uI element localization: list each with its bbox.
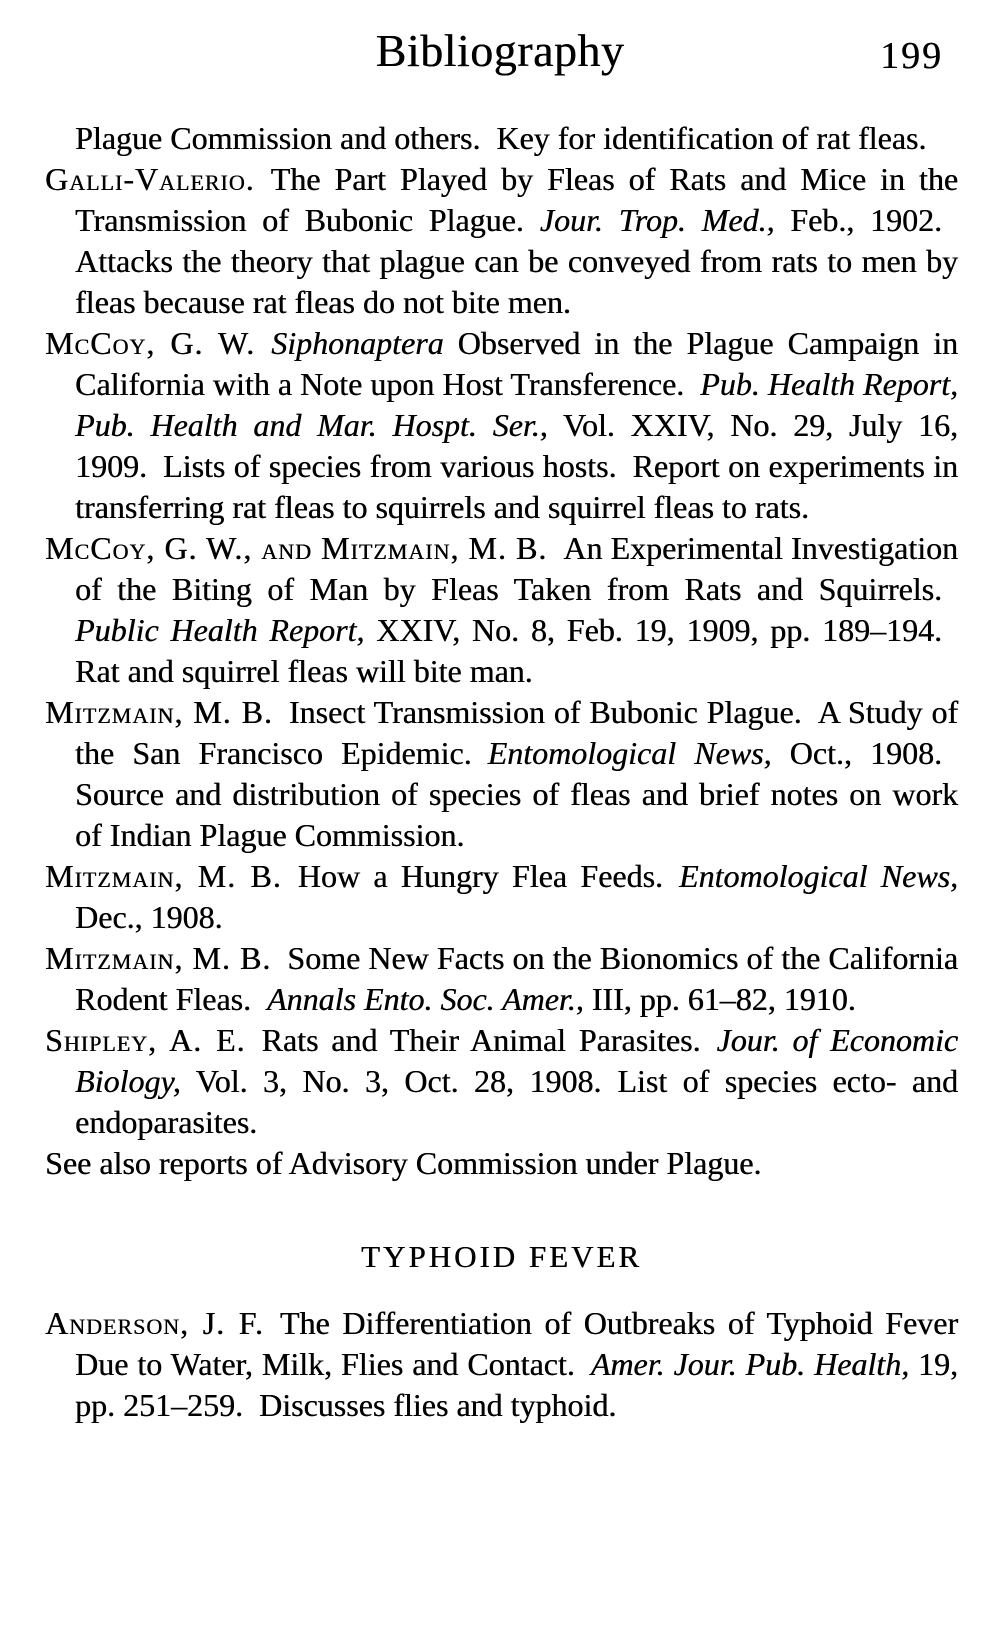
entry-segment-roman: Feb., 1902. Attacks the theory that plague can be conveyed from rats to men by fleas because rat fleas do not bite men.: [75, 202, 959, 320]
entry-segment-roman: III, pp. 61–82, 1910.: [583, 981, 856, 1017]
entry-segment-smallcaps: McCoy, G. W.: [45, 325, 256, 361]
entry-segment-roman: Insect Transmission of Bubonic Plague. A Study of the San Francisco Epidemic.: [75, 694, 959, 771]
bibliography-entry: [45, 692, 958, 856]
entry-segment-smallcaps: Mitzmain, M. B.: [45, 858, 282, 894]
bibliography-entry: [45, 856, 958, 938]
section-heading: TYPHOID FEVER: [361, 1239, 642, 1274]
entry-segment-roman: An Experimental Investigation of the Biting of Man by Fleas Taken from Rats and Squirrels.: [75, 530, 958, 607]
entry-segment-roman: The Differentiation of Outbreaks of Typhoid Fever Due to Water, Milk, Flies and Contact.: [75, 1305, 959, 1382]
entry-segment-smallcaps: Mitzmain, M. B.: [45, 940, 272, 976]
page-number: 199: [880, 35, 943, 77]
entry-segment-smallcaps: McCoy, G. W., and Mitzmain, M. B.: [45, 530, 548, 566]
entry-segment-italic: Entomological News,: [678, 858, 959, 894]
entry-segment-roman: Some New Facts on the Bionomics of the California Rodent Fleas.: [75, 940, 959, 1017]
entry-segment-roman: The Part Played by Fleas of Rats and Mice in the Transmission of Bubonic Plague.: [75, 161, 958, 238]
entry-segment-italic: Entomological News,: [487, 735, 772, 771]
entry-segment-italic: Pub. Health Report, Pub. Health and Mar. Hospt. Ser.,: [75, 366, 958, 443]
bibliography-entry: [45, 528, 958, 692]
entry-segment-roman: How a Hungry Flea Feeds.: [281, 858, 679, 894]
bibliography-body: [45, 118, 958, 1426]
entry-segment-italic: Amer. Jour. Pub. Health,: [590, 1346, 910, 1382]
page-header: [0, 0, 1000, 78]
entry-segment-roman: See also reports of Advisory Commission under Plague.: [45, 1145, 762, 1181]
bibliography-entry: [45, 1303, 958, 1426]
bibliography-entry: [45, 159, 958, 323]
entry-segment-roman: Dec., 1908.: [75, 899, 223, 935]
entry-segment-smallcaps: Mitzmain, M. B.: [45, 694, 273, 730]
entry-segment-italic: Annals Ento. Soc. Amer.,: [266, 981, 584, 1017]
entry-segment-roman: Vol. XXIV, No. 29, July 16, 1909. Lists of species from various hosts. Report on experiments in transferring rat fleas to squirrels and squirrel fleas to rats.: [75, 407, 959, 525]
entry-segment-italic: Jour. of Economic Biology,: [75, 1022, 959, 1099]
entry-segment-smallcaps: Galli-Valerio.: [45, 161, 255, 197]
entry-segment-roman: [255, 325, 271, 361]
entry-segment-roman: Vol. 3, No. 3, Oct. 28, 1908. List of species ecto- and endoparasites.: [75, 1063, 958, 1140]
bibliography-entry: [45, 118, 958, 159]
entry-segment-roman: Oct., 1908. Source and distribution of species of fleas and brief notes on work of Indian Plague Commission.: [75, 735, 959, 853]
entry-segment-italic: Public Health Report,: [75, 612, 365, 648]
entry-segment-italic: Siphonaptera: [271, 325, 444, 361]
entry-segment-roman: 19, pp. 251–259. Discusses flies and typhoid.: [75, 1346, 959, 1423]
entry-segment-roman: Observed in the Plague Campaign in California with a Note upon Host Transference.: [75, 325, 958, 402]
entry-segment-roman: Rats and Their Animal Parasites.: [245, 1022, 717, 1058]
running-title: Bibliography: [375, 25, 625, 76]
bibliography-entry: [45, 938, 958, 1020]
bibliography-entry: [45, 1143, 958, 1184]
entry-segment-italic: Jour. Trop. Med.,: [539, 202, 775, 238]
entry-segment-roman: Plague Commission and others. Key for identification of rat fleas.: [75, 120, 927, 156]
entry-segment-roman: XXIV, No. 8, Feb. 19, 1909, pp. 189–194. Rat and squirrel fleas will bite man.: [75, 612, 959, 689]
bibliography-entry: [45, 1020, 958, 1143]
entry-segment-smallcaps: Shipley, A. E.: [45, 1022, 246, 1058]
bibliography-entry: [45, 323, 958, 528]
entry-segment-smallcaps: Anderson, J. F.: [45, 1305, 264, 1341]
